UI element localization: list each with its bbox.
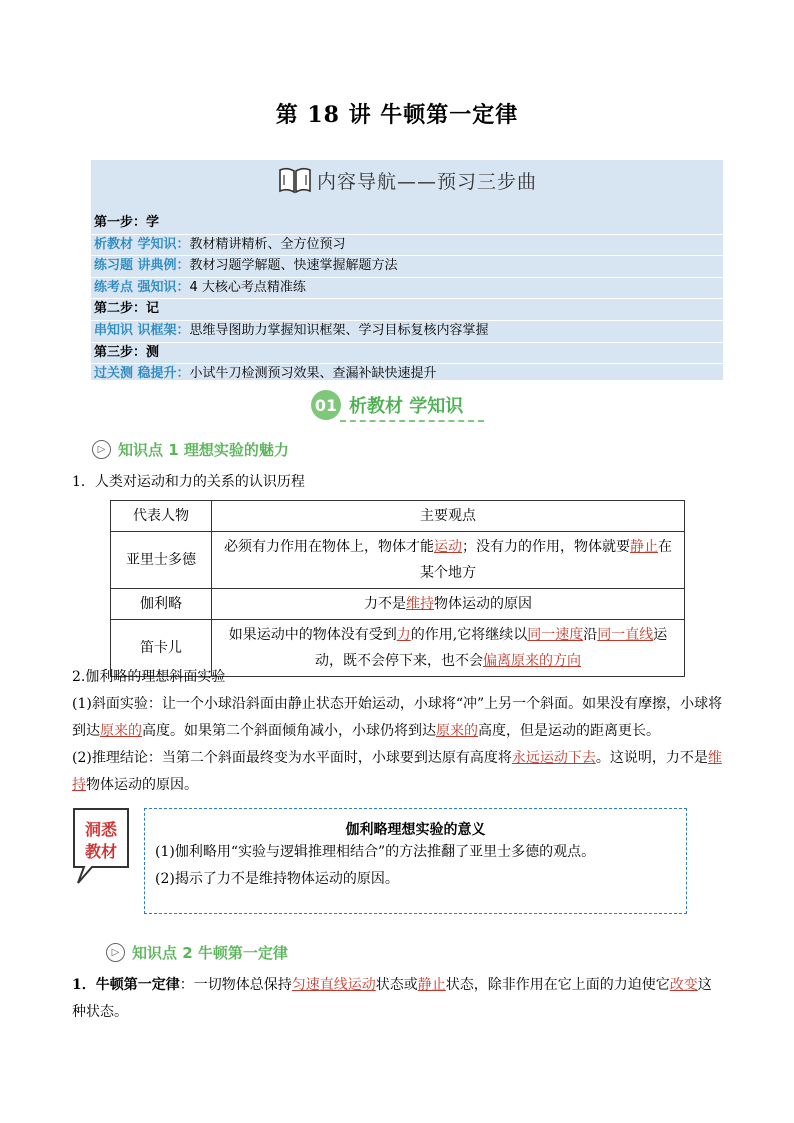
nav-title: 内容导航——预习三步曲 xyxy=(316,170,537,193)
nav-row xyxy=(91,364,723,386)
nav-header xyxy=(91,160,723,200)
box-line-2: (2)揭示了力不是维持物体运动的原因。 xyxy=(155,871,399,887)
table-cell-view: 必须有力作用在物体上，物体才能运动；没有力的作用，物体就要静止在某个地方 xyxy=(212,532,685,589)
nav-row-key: 串知识 识框架： xyxy=(94,322,190,338)
box-title: 伽利略理想实验的意义 xyxy=(345,822,486,838)
nav-row xyxy=(91,213,723,235)
nav-row-key: 第三步：测 xyxy=(94,344,160,360)
nav-row-key: 析教材 学知识： xyxy=(94,236,190,252)
paragraph-2: 2.伽利略的理想斜面实验 xyxy=(72,669,226,685)
paragraph-5: 1．牛顿第一定律：一切物体总保持匀速直线运动状态或静止状态，除非作用在它上面的力迫使它改变这种状态。 xyxy=(72,977,712,1020)
paragraph-4: (2)推理结论：当第二个斜面最终变为水平面时，小球要到达原有高度将永远运动下去。这说明，力不是维持物体运动的原因。 xyxy=(72,750,722,793)
insight-stamp-icon xyxy=(70,805,132,885)
table-cell-name: 笛卡儿 xyxy=(111,620,212,677)
table-cell-view: 力不是维持物体运动的原因 xyxy=(212,589,685,620)
knowledge-point-2-heading xyxy=(106,942,288,963)
nav-row xyxy=(91,321,723,343)
nav-row-text: 思维导图助力掌握知识框架、学习目标复核内容掌握 xyxy=(189,322,489,338)
nav-row-key: 第一步：学 xyxy=(94,215,160,230)
section-underline xyxy=(340,420,484,422)
paragraph-3: (1)斜面实验：让一个小球沿斜面由静止状态开始运动，小球将“冲”上另一个斜面。如果没有摩擦，小球将到达原来的高度。如果第二个斜面倾角减小，小球仍将到达原来的高度，但是运动的距离更长。 xyxy=(72,696,723,739)
svg-text:教材: 教材 xyxy=(84,842,118,861)
nav-row-key: 练习题 讲典例： xyxy=(94,258,190,274)
nav-row-key: 第二步：记 xyxy=(94,301,160,317)
nav-row-text: 4 大核心考点精准练 xyxy=(189,279,306,295)
section-badge xyxy=(311,390,463,420)
nav-row xyxy=(91,299,723,321)
table-header-row xyxy=(111,501,685,532)
nav-row xyxy=(91,278,723,300)
nav-row xyxy=(91,343,723,365)
significance-box xyxy=(144,808,687,914)
table-cell-name: 伽利略 xyxy=(111,589,212,620)
section-label: 析教材 学知识 xyxy=(349,396,464,417)
table-cell-view: 如果运动中的物体没有受到力的作用,它将继续以同一速度沿同一直线运动，既不会停下来，也不会偏离原来的方向 xyxy=(212,620,685,677)
nav-row xyxy=(91,235,723,257)
book-icon xyxy=(277,165,313,195)
section-number: 01 xyxy=(311,390,341,420)
paragraph-1: 1．人类对运动和力的关系的认识历程 xyxy=(72,474,305,490)
table-header-cell: 主要观点 xyxy=(212,501,685,532)
nav-row-text: 小试牛刀检测预习效果、查漏补缺快速提升 xyxy=(189,366,437,382)
views-table xyxy=(110,500,685,677)
box-line-1: (1)伽利略用“实验与逻辑推理相结合”的方法推翻了亚里士多德的观点。 xyxy=(155,844,596,860)
knowledge-point-1-heading xyxy=(92,439,289,460)
content-navigation-panel xyxy=(91,160,723,380)
svg-text:洞悉: 洞悉 xyxy=(84,820,118,839)
nav-row-text: 教材习题学解题、快速掌握解题方法 xyxy=(189,258,398,274)
arrow-circle-icon: ▷ xyxy=(92,440,111,459)
nav-row-key: 过关测 稳提升： xyxy=(94,366,190,382)
table-row xyxy=(111,532,685,589)
page-title: 第 18 讲 牛顿第一定律 xyxy=(275,102,519,128)
nav-row xyxy=(91,256,723,278)
arrow-circle-icon: ▷ xyxy=(106,943,125,962)
knowledge-point-2-label: 知识点 2 牛顿第一定律 xyxy=(132,944,288,962)
nav-row-key: 练考点 强知识： xyxy=(94,279,190,295)
table-header-cell: 代表人物 xyxy=(111,501,212,532)
nav-rows xyxy=(91,213,723,386)
knowledge-point-1-label: 知识点 1 理想实验的魅力 xyxy=(118,441,289,459)
table-row xyxy=(111,589,685,620)
nav-row-text: 教材精讲精析、全方位预习 xyxy=(189,236,346,252)
table-cell-name: 亚里士多德 xyxy=(111,532,212,589)
